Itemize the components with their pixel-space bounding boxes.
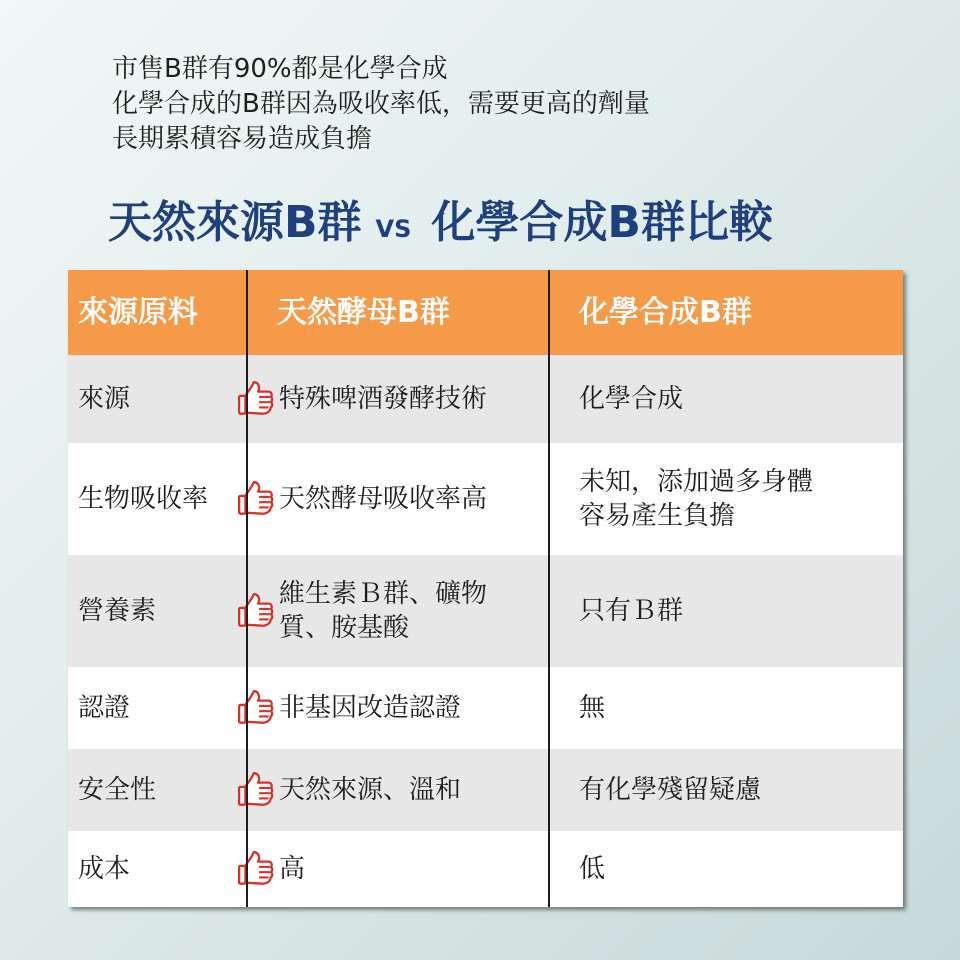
table-row-absorption — [68, 443, 903, 555]
natural-cell-line-2: 質、胺基酸 — [279, 613, 410, 643]
chemical-cell-line-2: 容易產生負擔 — [579, 501, 736, 531]
table-header-row — [68, 270, 903, 355]
row-label: 營養素 — [78, 596, 157, 626]
table-row-nutrients — [68, 555, 903, 667]
row-label: 成本 — [78, 854, 131, 884]
row-label: 生物吸收率 — [78, 484, 209, 514]
header-source-material: 來源原料 — [78, 294, 198, 330]
chemical-cell: 無 — [579, 693, 606, 723]
intro-line-3: 長期累積容易造成負擔 — [112, 124, 373, 154]
column-divider — [246, 270, 248, 907]
natural-cell: 天然來源、溫和 — [279, 775, 462, 805]
comparison-table — [68, 270, 903, 907]
row-label: 認證 — [78, 693, 131, 723]
comparison-title — [108, 192, 908, 254]
intro-text — [112, 52, 872, 157]
title-chemical: 化學合成B群比較 — [431, 197, 773, 248]
column-divider — [548, 270, 550, 907]
natural-cell: 非基因改造認證 — [279, 693, 462, 723]
natural-cell: 特殊啤酒發酵技術 — [279, 384, 488, 414]
chemical-cell: 低 — [579, 854, 606, 884]
row-label: 來源 — [78, 384, 131, 414]
chemical-cell: 化學合成 — [579, 384, 684, 414]
header-chemical-synthesis: 化學合成B群 — [579, 294, 752, 330]
table-row-cost — [68, 831, 903, 907]
header-natural-yeast: 天然酵母B群 — [277, 294, 450, 330]
chemical-cell: 有化學殘留疑慮 — [579, 775, 762, 805]
intro-line-1: 市售B群有90%都是化學合成 — [112, 54, 448, 84]
row-label: 安全性 — [78, 775, 157, 805]
natural-cell — [249, 555, 547, 667]
table-row-source — [68, 355, 903, 443]
title-natural: 天然來源B群 — [108, 197, 362, 248]
title-vs: VS — [375, 215, 412, 243]
natural-cell-line-1: 維生素Ｂ群、礦物 — [279, 579, 488, 609]
natural-cell: 天然酵母吸收率高 — [279, 484, 488, 514]
table-row-safety — [68, 749, 903, 831]
table-row-certification — [68, 667, 903, 749]
chemical-cell — [579, 443, 879, 555]
intro-line-2: 化學合成的B群因為吸收率低，需要更高的劑量 — [112, 89, 650, 119]
natural-cell: 高 — [279, 854, 306, 884]
chemical-cell-line-1: 未知，添加過多身體 — [579, 467, 814, 497]
chemical-cell: 只有Ｂ群 — [579, 596, 684, 626]
